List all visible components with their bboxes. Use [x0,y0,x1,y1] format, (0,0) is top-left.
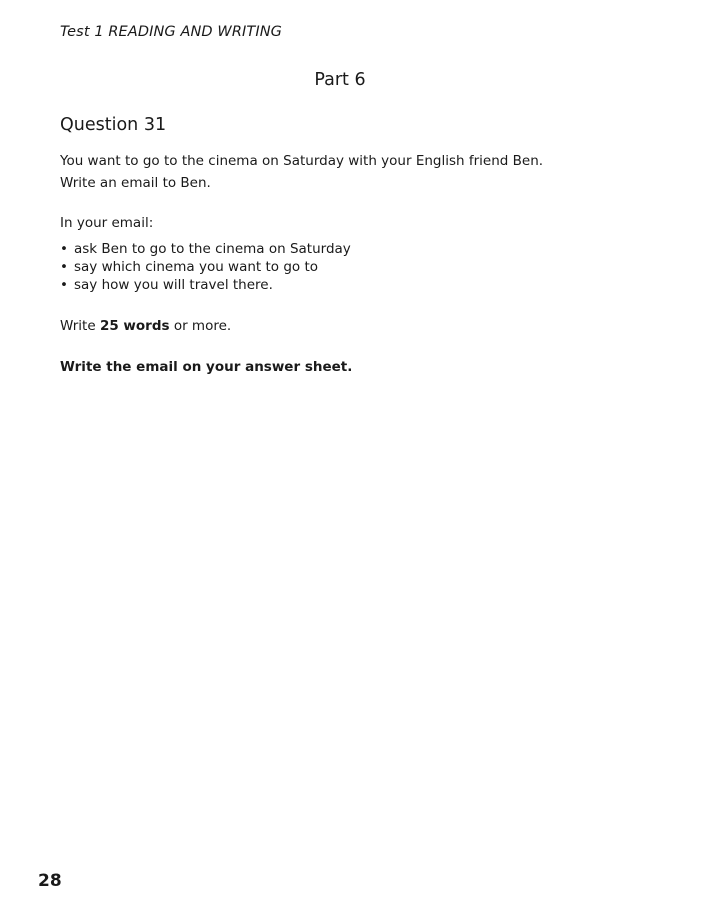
bullet-text: say how you will travel there. [74,277,273,293]
bullet-icon: • [60,259,68,275]
intro-line-2: Write an email to Ben. [60,175,211,191]
bullet-item [60,240,351,258]
bullet-text: say which cinema you want to go to [74,259,319,275]
page-header-title: Test 1 READING AND WRITING [60,24,283,40]
part-title: Part 6 [314,70,366,90]
question-title: Question 31 [60,115,167,135]
email-label: In your email: [60,215,154,231]
word-count-value: 25 words [99,318,170,334]
word-count-prefix: Write [60,318,100,334]
word-count-suffix: or more. [169,318,232,334]
bullet-text: ask Ben to go to the cinema on Saturday [74,241,351,257]
page-number: 28 [38,871,62,891]
word-count-instruction [60,315,231,337]
question-intro [60,150,543,194]
answer-sheet-instruction: Write the email on your answer sheet. [60,359,353,375]
bullet-icon: • [60,241,68,257]
bullet-item [60,276,351,294]
bullet-icon: • [60,277,68,293]
bullet-item [60,258,351,276]
task-bullet-list [60,240,351,294]
intro-line-1: You want to go to the cinema on Saturday with your English friend Ben. [60,153,544,169]
